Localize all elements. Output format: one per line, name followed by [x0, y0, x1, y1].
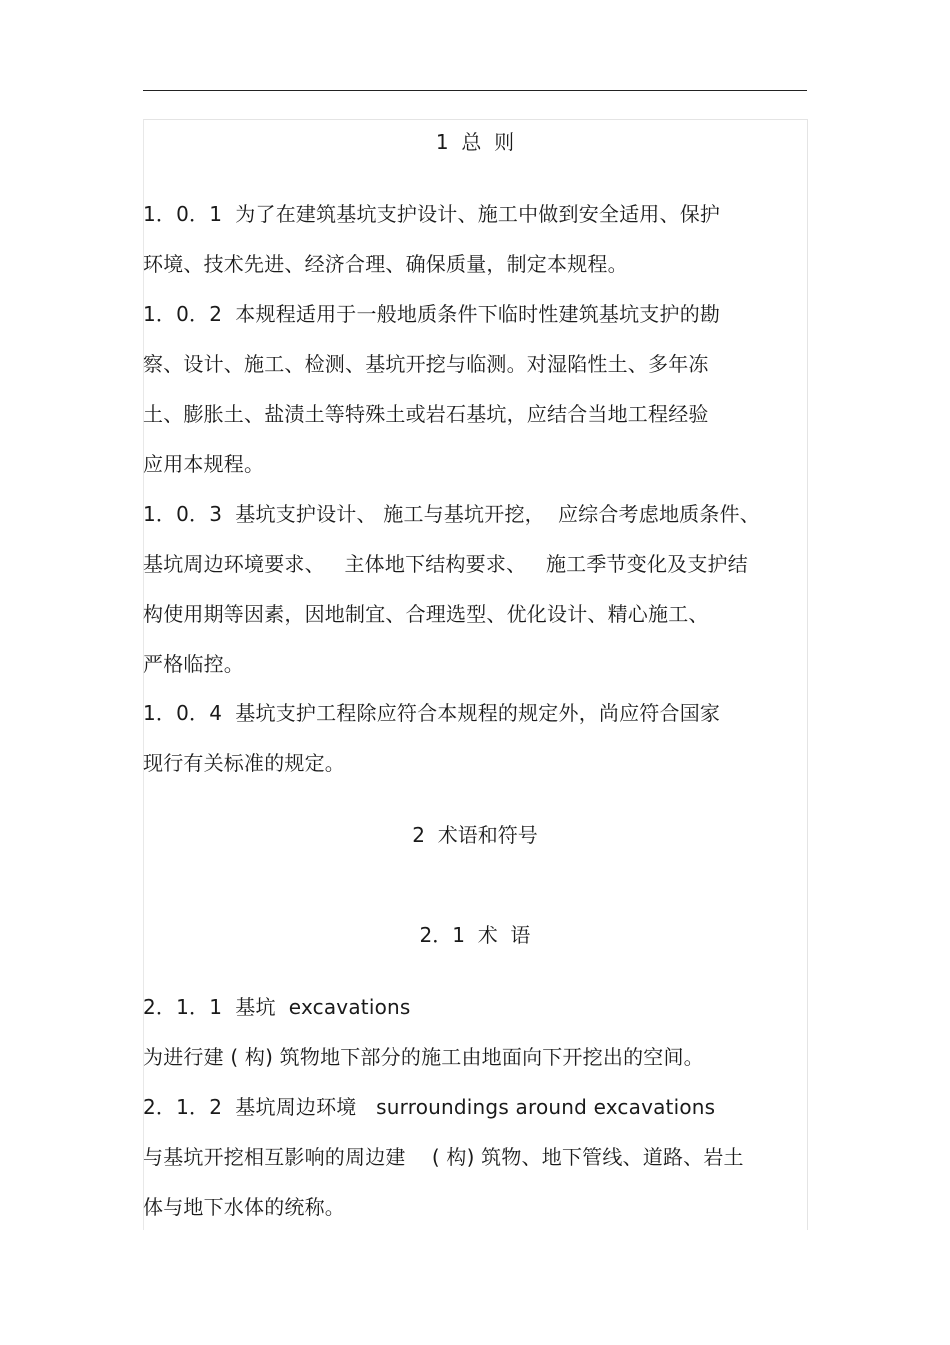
- term-2-1-1-line-2: 为进行建 ( 构) 筑物地下部分的施工由地面向下开挖出的空间。: [143, 1045, 704, 1069]
- term-2-1-2-line-1: 2．1．2 基坑周边环境 surroundings around excavations: [143, 1095, 716, 1119]
- clause-1-0-4-line-1: 1．0．4 基坑支护工程除应符合本规程的规定外，尚应符合国家: [143, 701, 721, 725]
- term-2-1-2-line-3: 体与地下水体的统称。: [143, 1195, 345, 1219]
- term-2-1-2-line-2: 与基坑开挖相互影响的周边建 ( 构) 筑物、地下管线、道路、岩土: [143, 1145, 744, 1169]
- clause-1-0-2-line-4: 应用本规程。: [143, 452, 265, 476]
- clause-1-0-4-line-2: 现行有关标准的规定。: [143, 751, 345, 775]
- clause-1-0-2-line-3: 土、膨胀土、盐渍土等特殊土或岩石基坑，应结合当地工程经验: [143, 402, 709, 426]
- chapter-1-heading: 1 总 则: [435, 130, 515, 154]
- section-2-1-heading: 2．1 术 语: [419, 923, 531, 947]
- clause-1-0-3-line-4: 严格临控。: [143, 652, 244, 676]
- header-rule: [143, 90, 807, 91]
- clause-1-0-3-line-1: 1．0．3 基坑支护设计、 施工与基坑开挖， 应综合考虑地质条件、: [143, 502, 760, 526]
- term-2-1-1-line-1: 2．1．1 基坑 excavations: [143, 995, 411, 1019]
- clause-1-0-2-line-2: 察、设计、施工、检测、基坑开挖与临测。对湿陷性土、多年冻: [143, 352, 709, 376]
- clause-1-0-2-line-1: 1．0．2 本规程适用于一般地质条件下临时性建筑基坑支护的勘: [143, 302, 721, 326]
- clause-1-0-3-line-2: 基坑周边环境要求、 主体地下结构要求、 施工季节变化及支护结: [143, 552, 748, 576]
- chapter-2-heading: 2 术语和符号: [412, 823, 538, 847]
- clause-1-0-3-line-3: 构使用期等因素，因地制宜、合理选型、优化设计、精心施工、: [143, 602, 709, 626]
- clause-1-0-1-line-2: 环境、技术先进、经济合理、确保质量，制定本规程。: [143, 252, 628, 276]
- clause-1-0-1-line-1: 1．0．1 为了在建筑基坑支护设计、施工中做到安全适用、保护: [143, 202, 721, 226]
